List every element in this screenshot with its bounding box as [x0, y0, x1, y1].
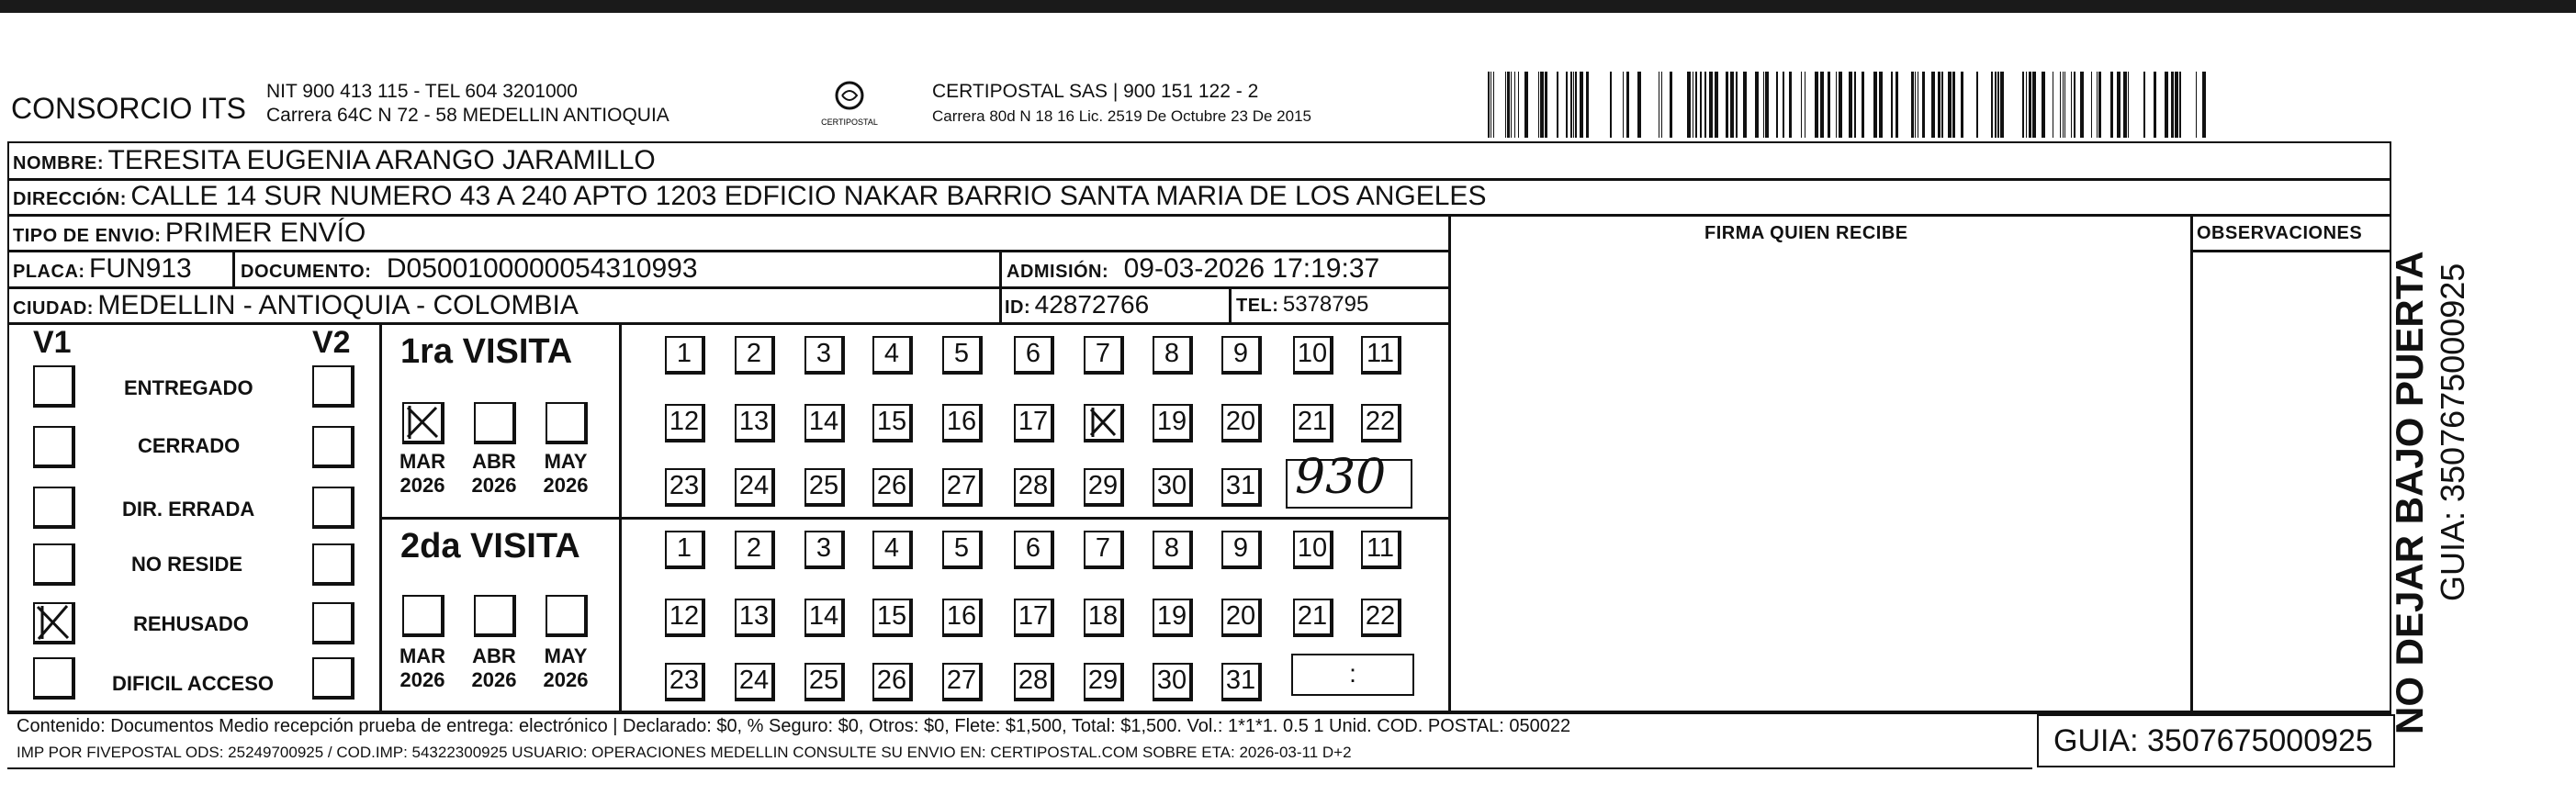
v2-label: V2	[312, 325, 351, 360]
barcode-bar	[1626, 72, 1629, 138]
status-no-reside: NO RESIDE	[131, 553, 243, 576]
visit1-day-29[interactable]: 29	[1084, 468, 1124, 507]
barcode-bar	[2175, 72, 2178, 138]
visit1-month-may: MAY 2026	[543, 450, 589, 497]
handwritten-check-icon	[404, 404, 441, 441]
visit2-day-8[interactable]: 8	[1153, 531, 1193, 569]
barcode-bar	[1952, 72, 1955, 138]
barcode-bar	[1488, 72, 1490, 138]
barcode-bar	[1911, 72, 1914, 138]
tel-value: 5378795	[1282, 292, 1369, 317]
ciudad-label: CIUDAD:	[13, 298, 94, 319]
col-divider	[2190, 214, 2193, 711]
row-divider	[7, 286, 1449, 289]
barcode-bar	[1915, 72, 1916, 138]
barcode-bar	[1997, 72, 1999, 138]
barcode-bar	[1580, 72, 1583, 138]
handwritten-time: 930	[1295, 450, 1387, 505]
documento-label: DOCUMENTO:	[241, 262, 372, 282]
visit2-day-7[interactable]: 7	[1084, 531, 1124, 569]
barcode-bar	[1938, 72, 1940, 138]
visit2-month-mar-checkbox[interactable]	[402, 595, 444, 637]
barcode-bar	[1637, 72, 1641, 138]
visit2-day-25[interactable]: 25	[804, 663, 845, 701]
ciudad-value: MEDELLIN - ANTIOQUIA - COLOMBIA	[97, 290, 579, 320]
placa-cell	[13, 253, 192, 285]
barcode-bar	[2064, 72, 2065, 138]
visit1-month-mar-checkbox[interactable]	[402, 402, 444, 444]
barcode	[1488, 72, 2213, 138]
visit2-day-23[interactable]: 23	[665, 663, 705, 701]
v2-no-reside-checkbox[interactable]	[312, 543, 354, 586]
col-divider	[999, 250, 1002, 322]
barcode-bar	[1586, 72, 1589, 138]
visit1-title: 1ra VISITA	[400, 332, 573, 371]
visit1-day-19[interactable]: 19	[1153, 404, 1193, 442]
observaciones-label: OBSERVACIONES	[2197, 223, 2363, 243]
barcode-bar	[1545, 72, 1547, 138]
barcode-bar	[1976, 72, 1978, 138]
barcode-bar	[1763, 72, 1764, 138]
barcode-bar	[2080, 72, 2084, 138]
barcode-bar	[1715, 72, 1718, 138]
visit1-day-27[interactable]: 27	[942, 468, 983, 507]
barcode-bar	[1801, 72, 1802, 138]
visit1-month-may-checkbox[interactable]	[546, 402, 588, 444]
visit1-month-abr-checkbox[interactable]	[474, 402, 516, 444]
visit2-day-14[interactable]: 14	[804, 599, 845, 637]
barcode-bar	[2128, 72, 2129, 138]
barcode-bar	[2117, 72, 2120, 138]
visit1-day-28[interactable]: 28	[1014, 468, 1054, 507]
v1-cerrado-checkbox[interactable]	[33, 426, 75, 468]
visit1-day-17[interactable]: 17	[1014, 404, 1054, 442]
visit1-day-23[interactable]: 23	[665, 468, 705, 507]
barcode-bar	[1836, 72, 1837, 138]
visit2-day-17[interactable]: 17	[1014, 599, 1054, 637]
firma-label: FIRMA QUIEN RECIBE	[1704, 223, 1908, 243]
visit2-title: 2da VISITA	[400, 527, 580, 565]
visit2-day-22[interactable]: 22	[1361, 599, 1401, 637]
col-divider	[1229, 286, 1232, 322]
handwritten-check-icon	[35, 604, 72, 641]
barcode-bar	[1854, 72, 1856, 138]
footer-line-1: Contenido: Documentos Medio recepción prueba de entrega: electrónico | Declarado: $0, % Seguro: $0, Otros: $0, Flete: $1,500, Total: $1,500. Vol.: 1*1*1. 0.5 1 Unid. COD. POSTAL: 050022	[17, 716, 1571, 736]
tipo-value: PRIMER ENVÍO	[164, 218, 366, 248]
barcode-bar	[1700, 72, 1702, 138]
v1-entregado-checkbox[interactable]	[33, 365, 75, 408]
footer-guia: GUIA: 3507675000925	[2053, 723, 2373, 758]
barcode-bar	[1755, 72, 1759, 138]
barcode-bar	[1873, 72, 1877, 138]
id-value: 42872766	[1034, 290, 1150, 319]
row-divider	[7, 214, 2390, 217]
visit2-day-3[interactable]: 3	[804, 531, 845, 569]
col-divider	[1448, 214, 1451, 711]
barcode-bar	[1505, 72, 1506, 138]
barcode-bar	[1661, 72, 1662, 138]
barcode-bar	[1524, 72, 1528, 138]
visit2-month-abr-checkbox[interactable]	[474, 595, 516, 637]
id-cell	[1005, 290, 1149, 319]
barcode-bar	[2032, 72, 2036, 138]
visit1-day-6[interactable]: 6	[1014, 336, 1054, 375]
visit2-month-mar: MAR 2026	[399, 644, 446, 691]
visit1-time-box[interactable]	[1286, 450, 1412, 509]
barcode-bar	[1511, 72, 1512, 138]
visit2-day-5[interactable]: 5	[942, 531, 983, 569]
visit2-day-19[interactable]: 19	[1153, 599, 1193, 637]
admision-label: ADMISIÓN:	[1007, 262, 1109, 282]
barcode-bar	[1828, 72, 1830, 138]
barcode-bar	[1941, 72, 1943, 138]
barcode-bar	[2063, 72, 2064, 138]
company-line-2: Carrera 64C N 72 - 58 MEDELLIN ANTIOQUIA	[266, 105, 669, 126]
nombre-row	[13, 145, 656, 176]
barcode-bar	[1736, 72, 1738, 138]
row-divider	[2190, 250, 2390, 252]
barcode-bar	[1726, 72, 1728, 138]
nombre-label: NOMBRE:	[13, 153, 105, 174]
visit1-day-5[interactable]: 5	[942, 336, 983, 375]
barcode-bar	[1895, 72, 1898, 138]
status-dificil-acceso: DIFICIL ACCESO	[112, 672, 275, 695]
visit1-month-mar: MAR 2026	[399, 450, 446, 497]
barcode-bar	[2123, 72, 2127, 138]
visit2-day-6[interactable]: 6	[1014, 531, 1054, 569]
direccion-label: DIRECCIÓN:	[13, 189, 127, 209]
carrier-line-1: CERTIPOSTAL SAS | 900 151 122 - 2	[932, 81, 1259, 102]
documento-value: D0500100000054310993	[386, 253, 698, 284]
visit1-day-26[interactable]: 26	[872, 468, 913, 507]
status-dir-errada: DIR. ERRADA	[122, 498, 255, 521]
barcode-bar	[1518, 72, 1519, 138]
status-entregado: ENTREGADO	[124, 376, 253, 399]
visit1-day-20[interactable]: 20	[1221, 404, 1262, 442]
footer-line-2: IMP POR FIVEPOSTAL ODS: 25249700925 / COD.IMP: 54322300925 USUARIO: OPERACIONES MEDELLIN CONSULTE SU ENVIO EN: CERTIPOSTAL.COM SOBRE ETA: 2026-03-11 D+2	[17, 744, 1352, 761]
visit2-day-10[interactable]: 10	[1293, 531, 1333, 569]
documento-cell	[241, 253, 698, 285]
barcode-bar	[2179, 72, 2181, 138]
v1-no-reside-checkbox[interactable]	[33, 543, 75, 586]
v2-rehusado-checkbox[interactable]	[312, 602, 354, 644]
barcode-bar	[1765, 72, 1769, 138]
barcode-bar	[1490, 72, 1491, 138]
company-name: CONSORCIO ITS	[11, 92, 247, 125]
id-label: ID:	[1005, 297, 1031, 318]
placa-value: FUN913	[89, 253, 192, 284]
barcode-bar	[1839, 72, 1842, 138]
barcode-bar	[1575, 72, 1577, 138]
logo-caption: CERTIPOSTAL	[821, 118, 878, 127]
visit2-day-16[interactable]: 16	[942, 599, 983, 637]
visit2-day-29[interactable]: 29	[1084, 663, 1124, 701]
footer-divider	[7, 711, 2390, 713]
tel-cell	[1236, 292, 1368, 318]
barcode-bar	[1687, 72, 1691, 138]
visit1-day-24[interactable]: 24	[735, 468, 775, 507]
barcode-bar	[2196, 72, 2197, 138]
barcode-bar	[2042, 72, 2045, 138]
barcode-bar	[1961, 72, 1963, 138]
visit2-day-31[interactable]: 31	[1221, 663, 1262, 701]
barcode-bar	[1743, 72, 1747, 138]
barcode-bar	[1670, 72, 1672, 138]
barcode-bar	[1507, 72, 1510, 138]
row-divider	[7, 322, 1449, 325]
barcode-bar	[1922, 72, 1925, 138]
barcode-bar	[2098, 72, 2101, 138]
visit1-day-18[interactable]	[1084, 404, 1124, 442]
visit2-day-21[interactable]: 21	[1293, 599, 1333, 637]
barcode-bar	[1931, 72, 1935, 138]
visit-divider	[379, 517, 1449, 520]
visit2-day-2[interactable]: 2	[735, 531, 775, 569]
visit2-day-27[interactable]: 27	[942, 663, 983, 701]
handwritten-check-icon	[1086, 406, 1120, 439]
certipostal-logo	[808, 77, 891, 132]
visit1-day-7[interactable]: 7	[1084, 336, 1124, 375]
visit1-day-22[interactable]: 22	[1361, 404, 1401, 442]
visit2-day-26[interactable]: 26	[872, 663, 913, 701]
barcode-bar	[2154, 72, 2156, 138]
tel-label: TEL:	[1236, 296, 1279, 316]
barcode-bar	[1557, 72, 1558, 138]
barcode-bar	[2143, 72, 2145, 138]
barcode-bar	[1695, 72, 1697, 138]
col-divider	[232, 250, 235, 286]
barcode-bar	[1849, 72, 1852, 138]
tipo-row	[13, 218, 366, 249]
barcode-bar	[2202, 72, 2206, 138]
barcode-bar	[2171, 72, 2174, 138]
barcode-bar	[1879, 72, 1883, 138]
visit1-day-21[interactable]: 21	[1293, 404, 1333, 442]
visit2-month-may: MAY 2026	[543, 644, 589, 691]
barcode-bar	[2000, 72, 2004, 138]
visit2-day-15[interactable]: 15	[872, 599, 913, 637]
barcode-bar	[1704, 72, 1706, 138]
barcode-bar	[1573, 72, 1574, 138]
barcode-bar	[1776, 72, 1778, 138]
barcode-bar	[1538, 72, 1539, 138]
barcode-bar	[1789, 72, 1792, 138]
top-border	[0, 0, 2576, 13]
barcode-bar	[2097, 72, 2098, 138]
barcode-bar	[2022, 72, 2024, 138]
visit2-day-12[interactable]: 12	[665, 599, 705, 637]
barcode-bar	[1948, 72, 1952, 138]
barcode-bar	[1783, 72, 1784, 138]
barcode-bar	[1891, 72, 1893, 138]
v1-dificil-acceso-checkbox[interactable]	[33, 657, 75, 700]
barcode-bar	[2026, 72, 2027, 138]
visit2-month-abr: ABR 2026	[471, 644, 517, 691]
barcode-bar	[1566, 72, 1568, 138]
barcode-bar	[1514, 72, 1515, 138]
visit1-day-8[interactable]: 8	[1153, 336, 1193, 375]
barcode-bar	[2029, 72, 2031, 138]
barcode-bar	[2074, 72, 2075, 138]
status-cerrado: CERRADO	[138, 434, 241, 457]
barcode-bar	[1493, 72, 1494, 138]
barcode-bar	[1709, 72, 1713, 138]
barcode-bar	[2091, 72, 2092, 138]
v2-dir-errada-checkbox[interactable]	[312, 487, 354, 529]
v1-rehusado-checkbox[interactable]	[33, 602, 75, 644]
v1-label: V1	[33, 325, 72, 360]
visit2-month-may-checkbox[interactable]	[546, 595, 588, 637]
visit1-day-14[interactable]: 14	[804, 404, 845, 442]
visit2-day-28[interactable]: 28	[1014, 663, 1054, 701]
barcode-bar	[1540, 72, 1544, 138]
barcode-bar	[1815, 72, 1818, 138]
visit1-day-10[interactable]: 10	[1293, 336, 1333, 375]
tipo-label: TIPO DE ENVIO:	[13, 226, 162, 246]
visit2-time-box[interactable]: :	[1291, 654, 1414, 696]
visit1-day-30[interactable]: 30	[1153, 468, 1193, 507]
admision-value: 09-03-2026 17:19:37	[1123, 253, 1380, 284]
status-rehusado: REHUSADO	[133, 612, 249, 635]
visit2-day-20[interactable]: 20	[1221, 599, 1262, 637]
barcode-bar	[1623, 72, 1624, 138]
ciudad-cell	[13, 290, 579, 321]
admision-cell	[1007, 253, 1379, 285]
visit1-day-15[interactable]: 15	[872, 404, 913, 442]
visit2-day-30[interactable]: 30	[1153, 663, 1193, 701]
v2-entregado-checkbox[interactable]	[312, 365, 354, 408]
visit1-day-25[interactable]: 25	[804, 468, 845, 507]
visit1-day-31[interactable]: 31	[1221, 468, 1262, 507]
side-warning: NO DEJAR BAJO PUERTA	[2388, 251, 2431, 734]
visit1-day-12[interactable]: 12	[665, 404, 705, 442]
visit1-day-16[interactable]: 16	[942, 404, 983, 442]
visit1-day-11[interactable]: 11	[1361, 336, 1401, 375]
carrier-line-2: Carrera 80d N 18 16 Lic. 2519 De Octubre 23 De 2015	[932, 107, 1311, 125]
visit1-day-4[interactable]: 4	[872, 336, 913, 375]
barcode-bar	[2165, 72, 2168, 138]
v2-cerrado-checkbox[interactable]	[312, 426, 354, 468]
visit2-day-18[interactable]: 18	[1084, 599, 1124, 637]
company-line-1: NIT 900 413 115 - TEL 604 3201000	[266, 81, 578, 102]
footer-bottom-line	[7, 767, 2032, 769]
visit2-day-11[interactable]: 11	[1361, 531, 1401, 569]
nombre-value: TERESITA EUGENIA ARANGO JARAMILLO	[107, 145, 656, 175]
visit1-day-13[interactable]: 13	[735, 404, 775, 442]
visit1-day-9[interactable]: 9	[1221, 336, 1262, 375]
barcode-bar	[2060, 72, 2061, 138]
barcode-bar	[1820, 72, 1824, 138]
barcode-bar	[1610, 72, 1612, 138]
v1-dir-errada-checkbox[interactable]	[33, 487, 75, 529]
visit2-day-13[interactable]: 13	[735, 599, 775, 637]
visit2-day-4[interactable]: 4	[872, 531, 913, 569]
barcode-bar	[1991, 72, 1993, 138]
barcode-bar	[2071, 72, 2072, 138]
visit1-month-abr: ABR 2026	[471, 450, 517, 497]
visit2-day-9[interactable]: 9	[1221, 531, 1262, 569]
direccion-value: CALLE 14 SUR NUMERO 43 A 240 APTO 1203 EDFICIO NAKAR BARRIO SANTA MARIA DE LOS ANGELES	[130, 181, 1487, 211]
placa-label: PLACA:	[13, 262, 85, 282]
visit2-day-24[interactable]: 24	[735, 663, 775, 701]
barcode-bar	[2110, 72, 2113, 138]
barcode-bar	[1995, 72, 1997, 138]
v2-dificil-acceso-checkbox[interactable]	[312, 657, 354, 700]
visit2-day-1[interactable]: 1	[665, 531, 705, 569]
visit1-day-2[interactable]: 2	[735, 336, 775, 375]
barcode-bar	[1730, 72, 1734, 138]
barcode-bar	[1862, 72, 1864, 138]
row-divider	[7, 250, 1449, 252]
visit1-day-1[interactable]: 1	[665, 336, 705, 375]
side-guia: GUIA: 3507675000925	[2434, 263, 2471, 601]
direccion-row	[13, 181, 1486, 212]
visit1-day-3[interactable]: 3	[804, 336, 845, 375]
barcode-bar	[1570, 72, 1572, 138]
